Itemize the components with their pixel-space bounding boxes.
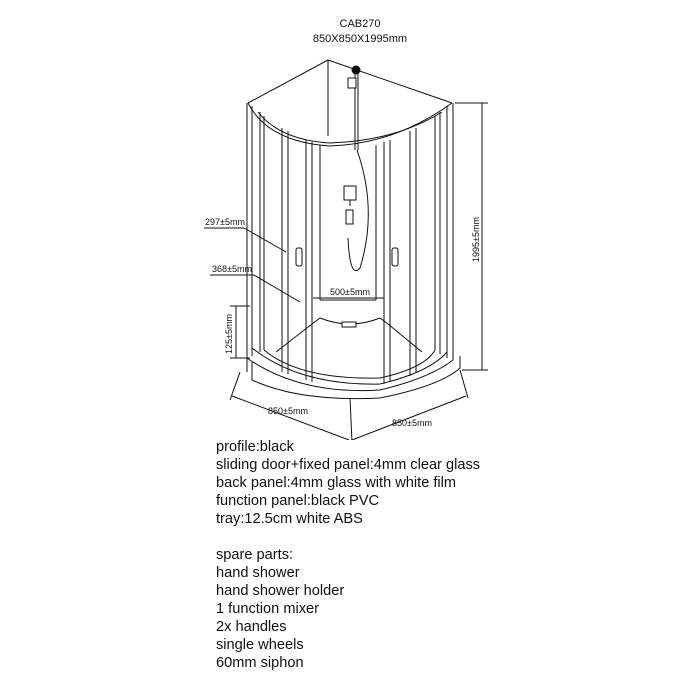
base-width-dimensions [230,370,468,440]
height-label: 1995±5mm [471,217,481,262]
overall-dimensions: 850X850X1995mm [312,33,408,45]
spare-part-item: single wheels [216,637,304,653]
spec-tray: tray:12.5cm white ABS [216,511,363,527]
spare-part-item: 1 function mixer [216,601,320,617]
back-dimension-label: 500±5mm [330,287,370,297]
width-left-label: 850±5mm [268,406,308,416]
width-right-label: 850±5mm [392,418,432,428]
spec-glass: sliding door+fixed panel:4mm clear glass [216,457,481,473]
side-panel-dimension-label: 297±5mm [205,217,245,227]
shower-column [344,66,368,271]
model-name: CAB270 [339,18,381,30]
spec-back-panel: back panel:4mm glass with white film [216,475,457,491]
left-handle [296,248,302,266]
spare-part-item: 60mm siphon [216,655,304,671]
roof-outline [248,60,452,146]
specifications [216,438,480,672]
spare-part-item: hand shower [216,565,300,581]
spare-part-item: hand shower holder [216,583,345,599]
spare-parts-heading: spare parts: [216,547,294,563]
spare-part-item: 2x handles [216,619,287,635]
right-handle [392,248,398,266]
door-dimension-label: 368±5mm [212,264,252,274]
left-profile [247,103,264,358]
shower-tray [247,318,460,399]
spec-profile: profile:black [216,439,294,455]
spec-function-panel: function panel:black PVC [216,493,380,509]
right-profile [435,103,453,360]
tray-height-label: 125±5mm [224,314,234,354]
